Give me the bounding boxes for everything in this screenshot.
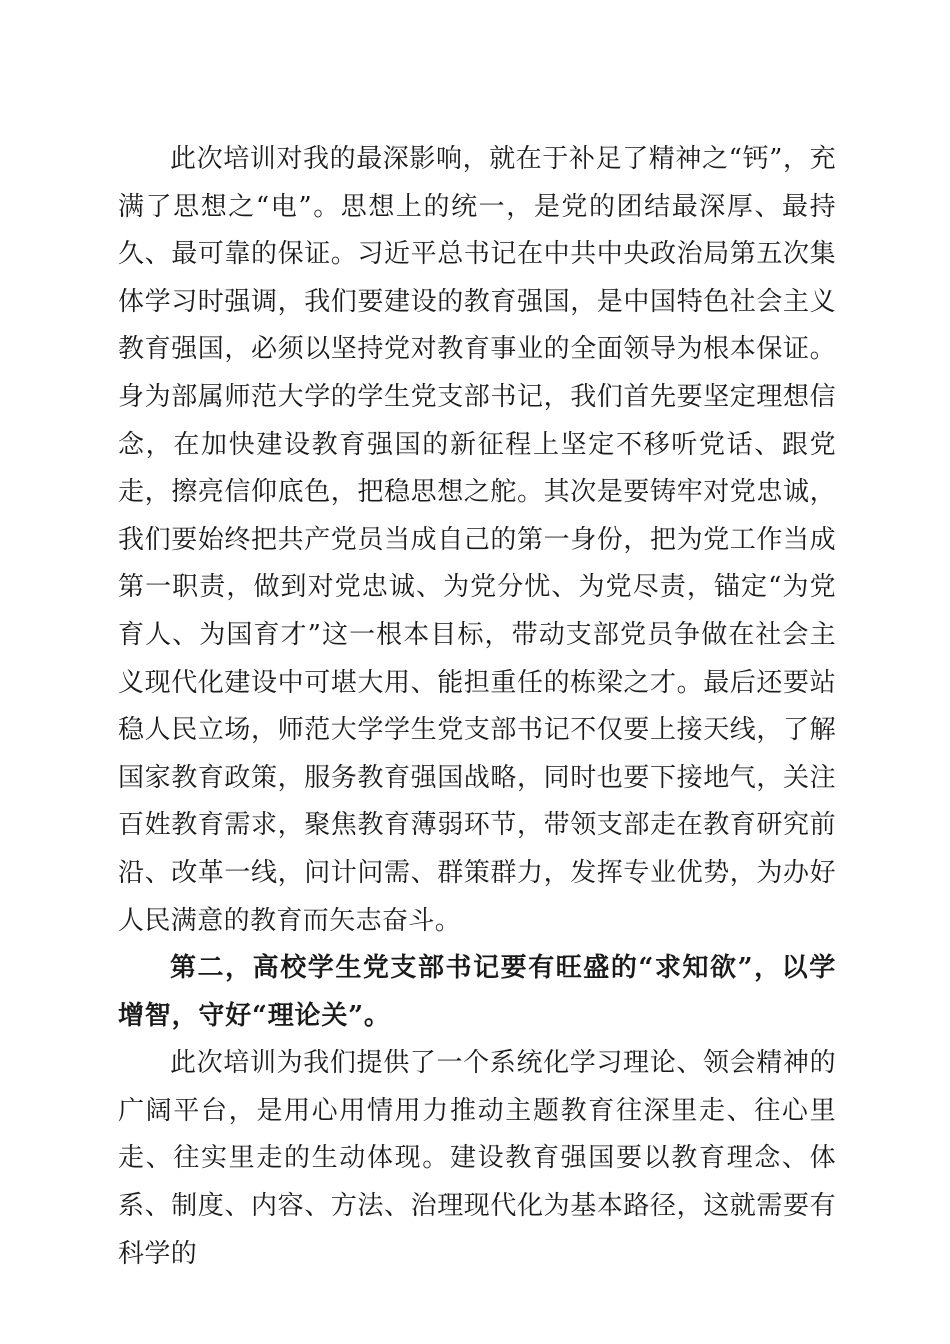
paragraph-training-platform: 此次培训为我们提供了一个系统化学习理论、领会精神的广阔平台，是用心用情用力推动主题教育往深里走、往心里走、往实里走的生动体现。建设教育强国要以教育理念、体系、制度、内容、方法、治理现代化为基本路径，这就需要有科学的 [118, 1048, 836, 1269]
paragraph-impact: 此次培训对我的最深影响，就在于补足了精神之“钙”，充满了思想之“电”。思想上的统一，是党的团结最深厚、最持久、最可靠的保证。习近平总书记在中共中央政治局第五次集体学习时强调，我们要建设的教育强国，是中国特色社会主义教育强国，必须以坚持党对教育事业的全面领导为根本保证。身为部属师范大学的学生党支部书记，我们首先要坚定理想信念，在加快建设教育强国的新征程上坚定不移听党话、跟党走，擦亮信仰底色，把稳思想之舵。其次是要铸牢对党忠诚，我们要始终把共产党员当成自己的第一身份，把为党工作当成第一职责，做到对党忠诚、为党分忧、为党尽责，锚定“为党育人、为国育才”这一根本目标，带动支部党员争做在社会主义现代化建设中可堪大用、能担重任的栋梁之才。最后还要站稳人民立场，师范大学学生党支部书记不仅要上接天线，了解国家教育政策，服务教育强国战略，同时也要下接地气，关注百姓教育需求，聚焦教育薄弱环节，带领支部走在教育研究前沿、改革一线，问计问需、群策群力，发挥专业优势，为办好人民满意的教育而矢志奋斗。 [118, 144, 836, 936]
document-body [118, 136, 836, 1278]
section-heading-thirst-for-knowledge: 第二，高校学生党支部书记要有旺盛的“求知欲”，以学增智，守好“理论关”。 [118, 953, 836, 1031]
